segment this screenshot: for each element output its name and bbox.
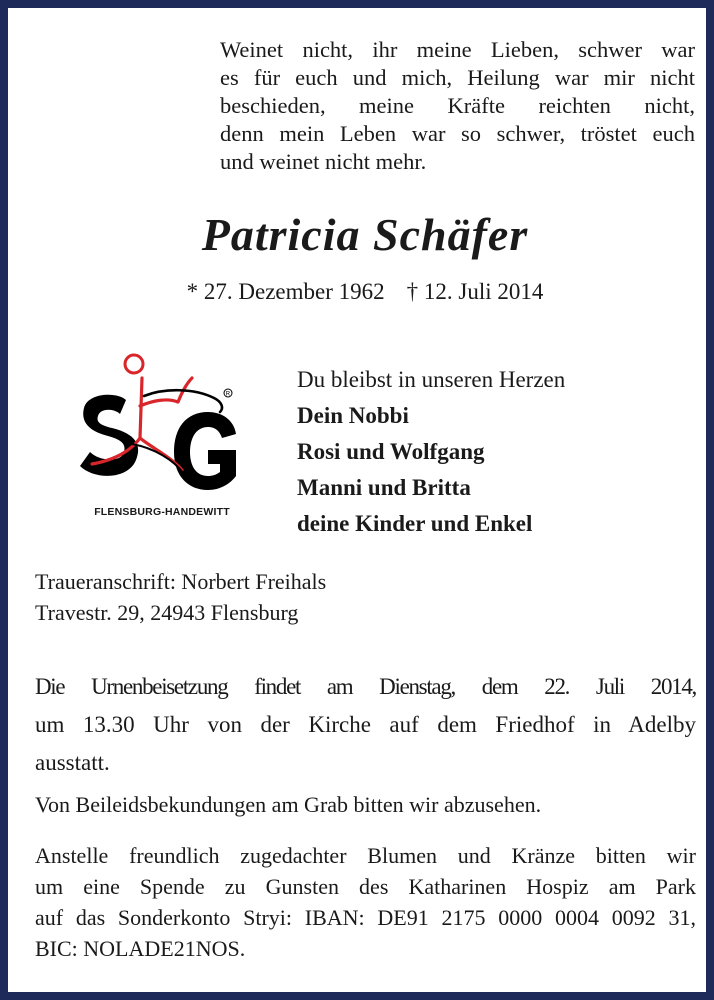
poem-line: es für euch und mich, Heilung war mir nicht	[220, 65, 695, 90]
mourning-address	[35, 566, 326, 628]
poem-line: Weinet nicht, ihr meine Lieben, schwer war	[220, 37, 695, 62]
address-line: Traueranschrift: Norbert Freihals	[35, 569, 327, 594]
mourners-intro: Du bleibst in unseren Herzen	[297, 367, 566, 392]
sg-logo-graphic	[74, 348, 250, 506]
death-date: † 12. Juli 2014	[406, 279, 544, 304]
donation-line: BIC: NOLADE21NOS.	[35, 936, 246, 961]
sg-flensburg-handewitt-logo	[74, 348, 250, 528]
funeral-line: um 13.30 Uhr von der Kirche auf dem Friedhof in Adelby	[35, 712, 696, 737]
mourner-name: Dein Nobbi	[297, 403, 409, 428]
poem-line: beschieden, meine Kräfte reichten nicht,	[220, 93, 695, 118]
poem-line: denn mein Leben war so schwer, tröstet euch	[220, 121, 695, 146]
condolence-line: Von Beileidsbekundungen am Grab bitten wir abzusehen.	[35, 792, 542, 817]
donation-line: um eine Spende zu Gunsten des Katharinen Hospiz am Park	[35, 874, 696, 899]
poem	[220, 36, 695, 176]
g-letter	[174, 412, 236, 490]
donation-line: auf das Sonderkonto Stryi: IBAN: DE91 2175 0000 0004 0092 31,	[35, 905, 696, 930]
condolence-notice	[35, 790, 696, 820]
donation-line: Anstelle freundlich zugedachter Blumen und Kränze bitten wir	[35, 843, 696, 868]
donation-notice	[35, 840, 696, 964]
address-line: Travestr. 29, 24943 Flensburg	[35, 600, 299, 625]
logo-caption: FLENSBURG-HANDEWITT	[94, 506, 230, 518]
mourner-name: Manni und Britta	[297, 475, 471, 500]
deceased-name: Patricia Schäfer	[201, 209, 529, 260]
ball-icon	[125, 355, 143, 373]
funeral-notice	[35, 668, 696, 782]
life-dates	[8, 279, 714, 305]
s-letter	[80, 395, 138, 476]
birth-date: * 27. Dezember 1962	[186, 279, 385, 304]
poem-line: und weinet nicht mehr.	[220, 149, 427, 174]
mourner-name: Rosi und Wolfgang	[297, 439, 485, 464]
mourners-block	[297, 362, 565, 542]
funeral-line: Die Urnenbeisetzung findet am Dienstag, dem 22. Juli 2014,	[35, 674, 696, 699]
funeral-line: ausstatt.	[35, 750, 110, 775]
svg-text:R: R	[225, 391, 231, 398]
mourner-name: deine Kinder und Enkel	[297, 511, 533, 536]
